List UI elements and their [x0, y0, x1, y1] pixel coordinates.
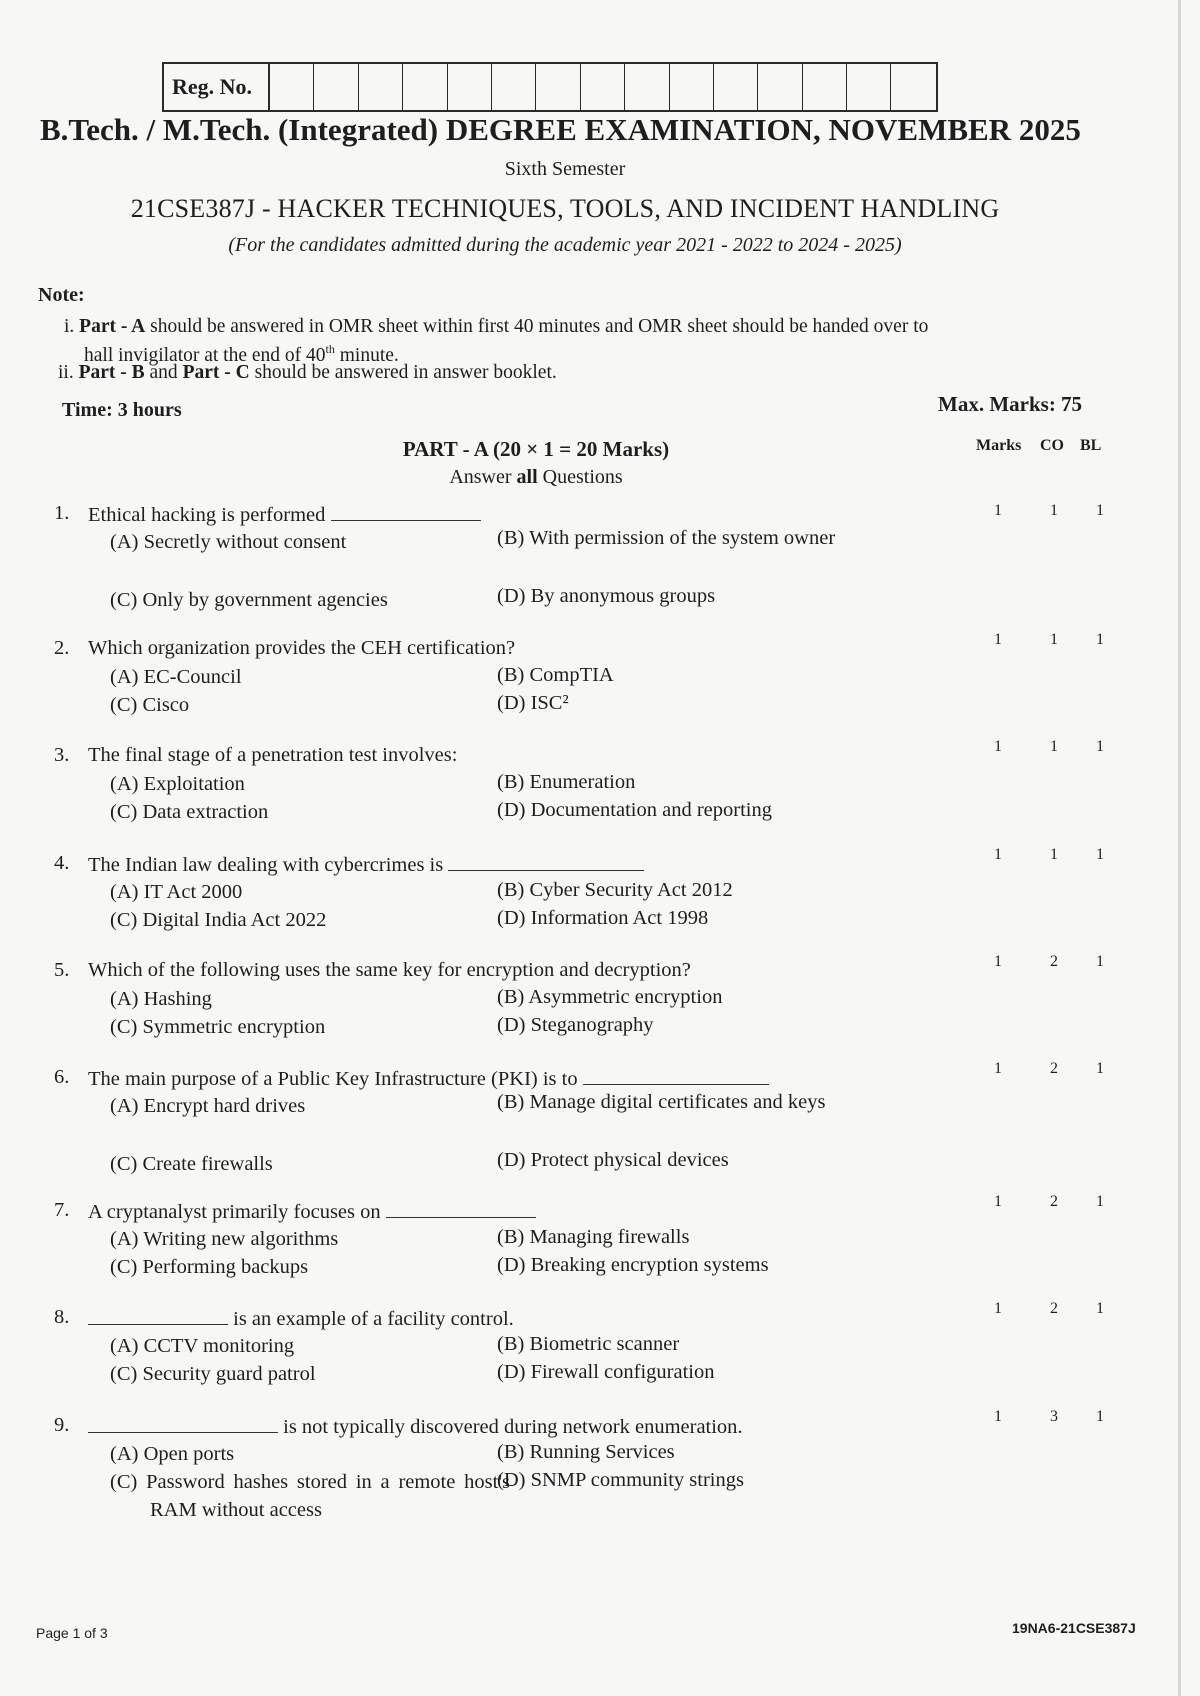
note-item-2-text: should be answered in answer booklet. [249, 362, 557, 383]
question-stem-text: is not typically discovered during network enumeration. [283, 1416, 743, 1438]
option-d: (D) Breaking encryption systems [497, 1254, 769, 1276]
question-marks: 1 [994, 1060, 1002, 1077]
question-number: 9. [54, 1414, 70, 1436]
col-header-co: CO [1040, 437, 1064, 454]
question-co: 2 [1050, 1300, 1058, 1317]
question-co: 1 [1050, 502, 1058, 519]
question-number: 4. [54, 852, 70, 874]
option-a: (A) Open ports [110, 1443, 235, 1465]
reg-no-box [448, 64, 492, 110]
question-bl: 1 [1096, 502, 1104, 519]
question-co: 2 [1050, 1193, 1058, 1210]
instruction-prefix: Answer [449, 466, 517, 488]
option-a: (A) Encrypt hard drives [110, 1095, 306, 1117]
reg-no-box [803, 64, 847, 110]
question-marks: 1 [994, 1300, 1002, 1317]
question-marks: 1 [994, 1408, 1002, 1425]
question-stem-text: The Indian law dealing with cybercrimes is [88, 854, 444, 876]
question-number: 2. [54, 637, 70, 659]
option-b: (B) Manage digital certificates and keys [497, 1091, 826, 1113]
option-d: (D) Documentation and reporting [497, 799, 772, 821]
reg-no-box [891, 64, 935, 110]
option-c: (C) Security guard patrol [110, 1363, 316, 1385]
note-item-2 [58, 362, 1118, 384]
col-header-marks: Marks [976, 437, 1022, 454]
question-co: 2 [1050, 1060, 1058, 1077]
admitted-note: (For the candidates admitted during the academic year 2021 - 2022 to 2024 - 2025) [228, 234, 902, 256]
option-b: (B) Enumeration [497, 771, 636, 793]
option-b: (B) Biometric scanner [497, 1333, 680, 1355]
option-d: (D) SNMP community strings [497, 1469, 744, 1491]
paper-code: 19NA6-21CSE387J [1012, 1620, 1136, 1636]
question-stem-text: Ethical hacking is performed [88, 504, 326, 526]
option-b: (B) Managing firewalls [497, 1226, 690, 1248]
note-item-1-sup: th [325, 342, 335, 356]
option-c: (C) Performing backups [110, 1256, 309, 1278]
instruction-bold: all [516, 466, 538, 488]
note-item-2-and: and [144, 362, 183, 383]
page-edge [1178, 0, 1181, 1696]
question-marks: 1 [994, 631, 1002, 648]
note-item-1-text-cont: hall invigilator at the end of 40 [84, 345, 326, 366]
note-item-2-prefix: ii. [58, 362, 74, 383]
question-stem [88, 852, 644, 877]
question-bl: 1 [1096, 1193, 1104, 1210]
note-item-1-text: should be answered in OMR sheet within first 40 minutes and OMR sheet should be handed over to [145, 316, 929, 337]
page-number: Page 1 of 3 [36, 1625, 108, 1641]
max-marks: Max. Marks: 75 [938, 392, 1083, 416]
question-number: 8. [54, 1306, 70, 1328]
question-stem: Which of the following uses the same key for encryption and decryption? [88, 959, 691, 981]
question-stem [88, 502, 481, 527]
reg-no-box [581, 64, 625, 110]
question-marks: 1 [994, 502, 1002, 519]
option-a: (A) IT Act 2000 [110, 881, 243, 903]
exam-title: B.Tech. / M.Tech. (Integrated) DEGREE EXAMINATION, NOVEMBER 2025 [40, 112, 1081, 147]
answer-blank [583, 1066, 769, 1085]
reg-no-box [270, 64, 314, 110]
semester: Sixth Semester [504, 158, 626, 180]
question-stem: Which organization provides the CEH certification? [88, 637, 516, 659]
reg-no-box [625, 64, 669, 110]
question-marks: 1 [994, 738, 1002, 755]
note-item-1-prefix: i. [64, 316, 75, 337]
option-d: (D) Information Act 1998 [497, 907, 709, 929]
question-stem [88, 1414, 743, 1439]
answer-blank [448, 852, 644, 871]
answer-blank [88, 1414, 278, 1433]
note-title: Note: [38, 284, 85, 306]
option-d: (D) By anonymous groups [497, 585, 716, 607]
option-c: (C) Cisco [110, 694, 190, 716]
reg-no-grid [162, 62, 938, 112]
note-item-1-part: Part - A [79, 316, 146, 337]
part-a-instruction [0, 466, 1072, 489]
question-co: 1 [1050, 738, 1058, 755]
option-c: (C) Password hashes stored in a remote host's RAM without access [110, 1471, 510, 1521]
question-number: 6. [54, 1066, 70, 1088]
question-bl: 1 [1096, 1408, 1104, 1425]
option-c: (C) Digital India Act 2022 [110, 909, 327, 931]
instruction-suffix: Questions [537, 466, 623, 488]
option-b: (B) Running Services [497, 1441, 675, 1463]
option-c: (C) Only by government agencies [110, 589, 388, 611]
option-b: (B) Cyber Security Act 2012 [497, 879, 733, 901]
reg-no-box [670, 64, 714, 110]
option-a: (A) Hashing [110, 988, 212, 1010]
option-b: (B) Asymmetric encryption [497, 986, 723, 1008]
question-bl: 1 [1096, 1300, 1104, 1317]
option-c: (C) Data extraction [110, 801, 269, 823]
note-item-1-text-end: minute. [334, 345, 399, 366]
question-number: 1. [54, 502, 70, 524]
question-number: 7. [54, 1199, 70, 1221]
reg-no-box [359, 64, 403, 110]
question-co: 3 [1050, 1408, 1058, 1425]
option-a: (A) Writing new algorithms [110, 1228, 339, 1250]
reg-no-box [714, 64, 758, 110]
question-co: 1 [1050, 846, 1058, 863]
question-bl: 1 [1096, 846, 1104, 863]
col-header-bl: BL [1080, 437, 1102, 454]
question-number: 3. [54, 744, 70, 766]
answer-blank [88, 1306, 228, 1325]
option-b: (B) With permission of the system owner [497, 527, 836, 549]
exam-time: Time: 3 hours [62, 399, 182, 421]
note-item-2-part-c: Part - C [182, 362, 250, 383]
question-stem-text: A cryptanalyst primarily focuses on [88, 1201, 381, 1223]
question-stem-text: is an example of a facility control. [233, 1308, 514, 1330]
course-title: 21CSE387J - HACKER TECHNIQUES, TOOLS, AND INCIDENT HANDLING [130, 194, 1000, 223]
option-d: (D) Steganography [497, 1014, 654, 1036]
option-a: (A) EC-Council [110, 666, 242, 688]
reg-no-box [847, 64, 891, 110]
note-item-2-part-b: Part - B [78, 362, 145, 383]
question-bl: 1 [1096, 1060, 1104, 1077]
option-a: (A) Secretly without consent [110, 531, 347, 553]
question-bl: 1 [1096, 631, 1104, 648]
reg-no-box [314, 64, 358, 110]
answer-blank [386, 1199, 536, 1218]
reg-no-box [758, 64, 802, 110]
note-item-1 [64, 316, 1124, 367]
option-a: (A) Exploitation [110, 773, 245, 795]
reg-no-box [403, 64, 447, 110]
question-marks: 1 [994, 1193, 1002, 1210]
option-a: (A) CCTV monitoring [110, 1335, 295, 1357]
option-b: (B) CompTIA [497, 664, 614, 686]
question-stem: The final stage of a penetration test involves: [88, 744, 458, 766]
option-d: (D) ISC² [497, 692, 569, 714]
question-stem [88, 1306, 514, 1331]
question-co: 2 [1050, 953, 1058, 970]
question-bl: 1 [1096, 953, 1104, 970]
reg-no-box [492, 64, 536, 110]
reg-no-label: Reg. No. [164, 64, 270, 110]
reg-no-box [536, 64, 580, 110]
option-d: (D) Protect physical devices [497, 1149, 729, 1171]
question-stem [88, 1199, 536, 1224]
option-c: (C) Create firewalls [110, 1153, 273, 1175]
question-number: 5. [54, 959, 70, 981]
option-d: (D) Firewall configuration [497, 1361, 715, 1383]
question-marks: 1 [994, 953, 1002, 970]
option-c: (C) Symmetric encryption [110, 1016, 326, 1038]
answer-blank [331, 502, 481, 521]
question-stem-text: The main purpose of a Public Key Infrastructure (PKI) is to [88, 1068, 578, 1090]
question-bl: 1 [1096, 738, 1104, 755]
question-co: 1 [1050, 631, 1058, 648]
question-marks: 1 [994, 846, 1002, 863]
part-a-title: PART - A (20 × 1 = 20 Marks) [402, 437, 670, 461]
